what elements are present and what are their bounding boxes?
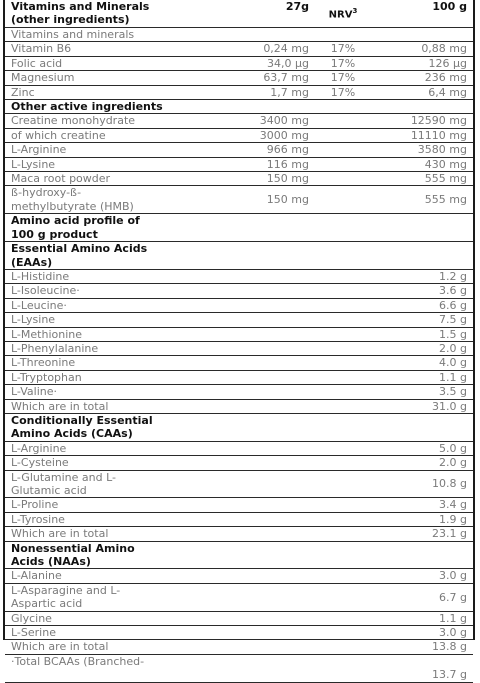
table-row: L-Phenylalanine 2.0 g [5, 341, 473, 355]
header-nrv: NRV$^3$ [313, 0, 371, 28]
table-row: L-Valine· 3.5 g [5, 385, 473, 399]
table-row: L-Arginine 5.0 g [5, 441, 473, 455]
section-heading: Essential Amino Acids (EAAs) [5, 242, 473, 270]
table-row: ß-hydroxy-ß- methylbutyrate (HMB) 150 mg 555 mg [5, 186, 473, 214]
section-heading: Amino acid profile of 100 g product [5, 214, 473, 242]
table-row: L-Lysine 7.5 g [5, 313, 473, 327]
table-row: L-Cysteine 2.0 g [5, 456, 473, 470]
header-per100: 100 g [371, 0, 473, 28]
table-row: Maca root powder 150 mg 555 mg [5, 172, 473, 186]
table-row: L-Histidine 1.2 g [5, 269, 473, 283]
table-row: Creatine monohydrate 3400 mg 12590 mg [5, 114, 473, 128]
nutrition-table-frame [3, 0, 475, 682]
header-title: Vitamins and Minerals (other ingredients) [5, 0, 201, 28]
table-row: Vitamin B6 0,24 mg 17% 0,88 mg [5, 42, 473, 56]
section-heading: Other active ingredients [5, 100, 473, 114]
table-row: Magnesium 63,7 mg 17% 236 mg [5, 71, 473, 85]
table-row: Which are in total 23.1 g [5, 527, 473, 541]
table-row: L-Methionine 1.5 g [5, 327, 473, 341]
table-row: L-Isoleucine· 3.6 g [5, 284, 473, 298]
table-row: L-Alanine 3.0 g [5, 569, 473, 583]
table-row: L-Tyrosine 1.9 g [5, 512, 473, 526]
table-row: L-Serine 3.0 g [5, 626, 473, 640]
table-row: Which are in total 31.0 g [5, 399, 473, 413]
table-row: Which are in total 13.8 g [5, 640, 473, 654]
table-row: L-Tryptophan 1.1 g [5, 370, 473, 384]
section-row: Vitamins and minerals [5, 28, 473, 42]
table-row: Zinc 1,7 mg 17% 6,4 mg [5, 85, 473, 99]
table-row: Glycine 1.1 g [5, 611, 473, 625]
section-heading: Nonessential Amino Acids (NAAs) [5, 541, 473, 569]
section-heading: Conditionally Essential Amino Acids (CAAs) [5, 413, 473, 441]
table-row: L-Glutamine and L- Glutamic acid 10.8 g [5, 470, 473, 498]
table-row: L-Asparagine and L- Aspartic acid 6.7 g [5, 583, 473, 611]
header-serving: 27g [201, 0, 313, 28]
table-row: L-Leucine· 6.6 g [5, 298, 473, 312]
table-row: Folic acid 34,0 µg 17% 126 µg [5, 56, 473, 70]
table-row: L-Threonine 4.0 g [5, 356, 473, 370]
table-row: of which creatine 3000 mg 11110 mg [5, 128, 473, 142]
table-row: L-Proline 3.4 g [5, 498, 473, 512]
nutrition-table [5, 0, 473, 683]
table-header-row [5, 0, 473, 28]
table-row: L-Arginine 966 mg 3580 mg [5, 143, 473, 157]
table-row: L-Lysine 116 mg 430 mg [5, 157, 473, 171]
table-row: ·Total BCAAs (Branched- 13.7 g [5, 654, 473, 682]
